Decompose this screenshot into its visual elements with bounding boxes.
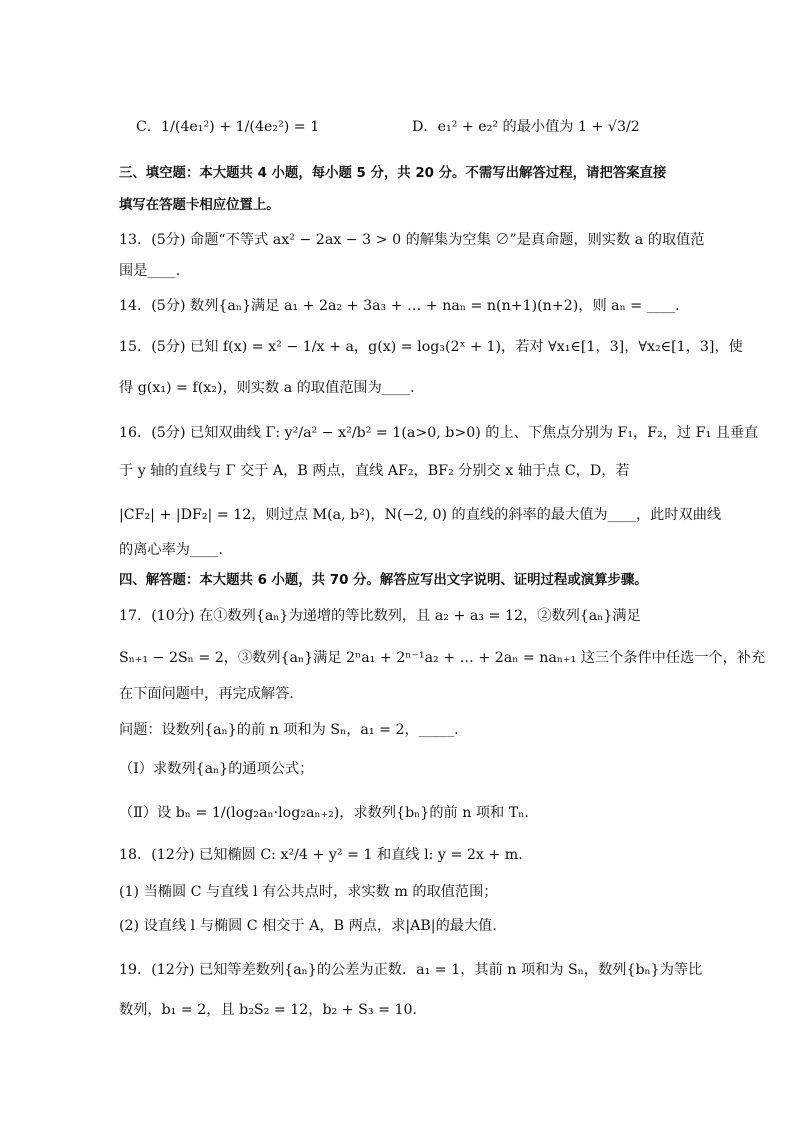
question-19-cont: 数列，b₁ = 2，且 b₂S₂ = 12，b₂ + S₃ = 10. — [119, 1002, 418, 1018]
section-4-heading: 四、解答题：本大题共 6 小题，共 70 分。解答应写出文字说明、证明过程或演算步骤。 — [119, 573, 648, 588]
question-17-part-1: （Ⅰ）求数列{aₙ}的通项公式； — [119, 761, 314, 777]
question-15: 15．(5分) 已知 f(x) = x² − 1/x + a，g(x) = log₃(2ˣ + 1)，若对 ∀x₁∈[1，3]，∀x₂∈[1，3]，使 — [119, 339, 743, 355]
question-16: 16．(5分) 已知双曲线 Γ: y²/a² − x²/b² = 1(a>0, b>0) 的上、下焦点分别为 F₁，F₂，过 F₁ 且垂直 — [119, 425, 759, 441]
question-17-cont-1: Sₙ₊₁ − 2Sₙ = 2，③数列{aₙ}满足 2ⁿa₁ + 2ⁿ⁻¹a₂ + … + 2aₙ = naₙ₊₁ 这三个条件中任选一个，补充 — [119, 650, 766, 666]
question-18-part-1: (1) 当椭圆 C 与直线 l 有公共点时，求实数 m 的取值范围； — [119, 884, 498, 900]
question-14: 14．(5分) 数列{aₙ}满足 a₁ + 2a₂ + 3a₃ + … + naₙ = n(n+1)(n+2)，则 aₙ = ____. — [119, 298, 680, 314]
question-17: 17．(10分) 在①数列{aₙ}为递增的等比数列，且 a₂ + a₃ = 12，②数列{aₙ}满足 — [119, 608, 641, 624]
option-d: D．e₁² + e₂² 的最小值为 1 + √3/2 — [412, 119, 640, 135]
section-3-heading-cont: 填写在答题卡相应位置上。 — [119, 198, 280, 213]
question-16-cont-2: |CF₂| + |DF₂| = 12，则过点 M(a, b²)，N(−2, 0) 的直线的斜率的最大值为____，此时双曲线 — [119, 507, 722, 523]
question-15-cont: 得 g(x₁) = f(x₂)，则实数 a 的取值范围为____. — [119, 380, 415, 396]
question-13-cont: 围是____. — [119, 263, 181, 279]
option-c: C．1/(4e₁²) + 1/(4e₂²) = 1 — [136, 119, 320, 135]
question-16-cont-3: 的离心率为____. — [119, 542, 223, 558]
question-18-part-2: (2) 设直线 l 与椭圆 C 相交于 A，B 两点，求|AB|的最大值. — [119, 918, 497, 934]
question-17-problem: 问题：设数列{aₙ}的前 n 项和为 Sₙ，a₁ = 2，_____. — [119, 722, 459, 738]
question-16-cont-1: 于 y 轴的直线与 Γ 交于 A，B 两点，直线 AF₂，BF₂ 分别交 x 轴于点 C，D，若 — [119, 463, 630, 479]
question-13: 13．(5分) 命题“不等式 ax² − 2ax − 3 > 0 的解集为空集 ∅”是真命题，则实数 a 的取值范 — [119, 232, 705, 248]
question-18: 18．(12分) 已知椭圆 C: x²/4 + y² = 1 和直线 l: y = 2x + m. — [119, 847, 523, 863]
question-17-part-2: （Ⅱ）设 bₙ = 1/(log₂aₙ·log₂aₙ₊₂)，求数列{bₙ}的前 n 项和 Tₙ. — [119, 805, 529, 821]
question-17-cont-2: 在下面问题中，再完成解答. — [119, 686, 294, 702]
section-3-heading: 三、填空题：本大题共 4 小题，每小题 5 分，共 20 分。不需写出解答过程，请把答案直接 — [119, 166, 667, 181]
question-19: 19．(12分) 已知等差数列{aₙ}的公差为正数．a₁ = 1，其前 n 项和为 Sₙ，数列{bₙ}为等比 — [119, 962, 703, 978]
